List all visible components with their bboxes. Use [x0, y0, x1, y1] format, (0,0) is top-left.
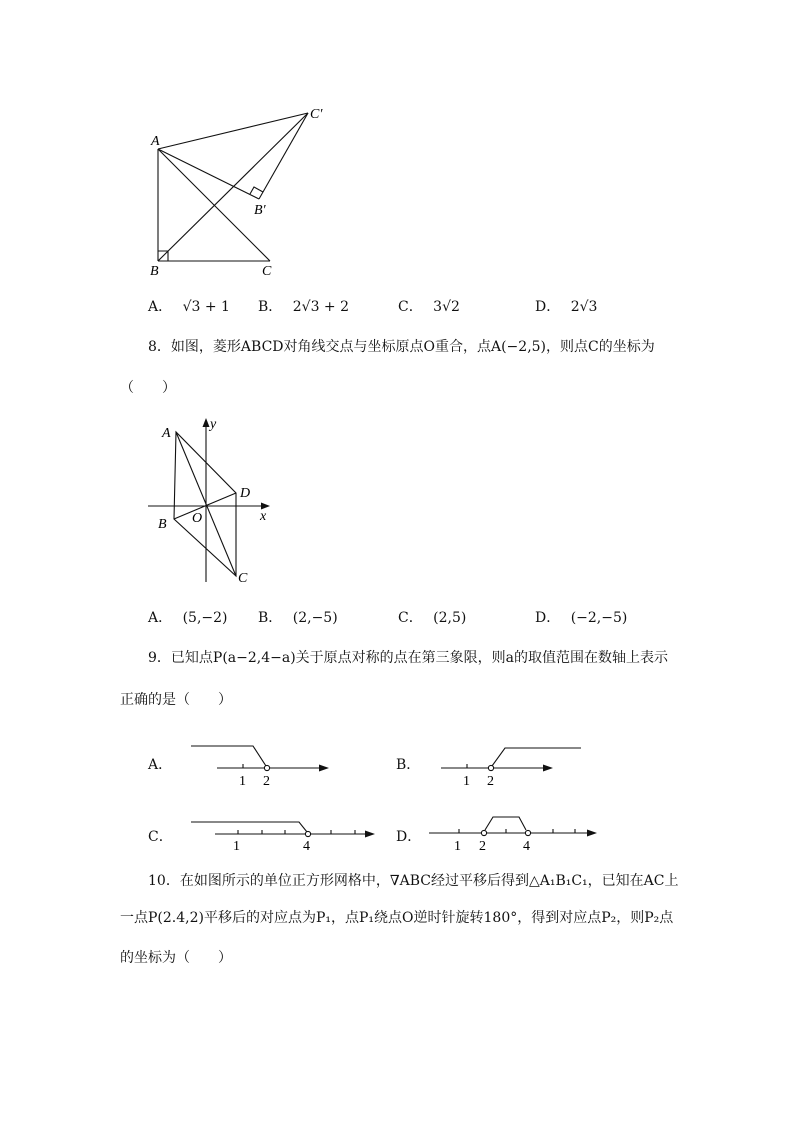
q9-a-tick-1: 1	[239, 774, 246, 789]
q7-option-c-value: 3√2	[433, 299, 460, 315]
q9-b-tick-2: 2	[487, 774, 494, 789]
q8-option-d-value: (−2,−5)	[570, 610, 628, 626]
q8-label-D: D	[240, 486, 251, 501]
q9-option-c-numberline[interactable]	[185, 812, 385, 858]
q7-option-b-value: 2√3 + 2	[292, 299, 350, 315]
q8-label-A: A	[162, 426, 171, 441]
q9-option-c-letter[interactable]: C．	[148, 829, 173, 845]
q9-question-text-2: 正确的是（ ）	[120, 692, 232, 708]
q9-d-tick-4: 4	[523, 839, 530, 854]
q9-option-b-numberline[interactable]	[435, 738, 585, 790]
q7-option-d-value: 2√3	[570, 299, 598, 315]
q10-question-text-2: 一点P(2.4,2)平移后的对应点为P₁，点P₁绕点O逆时针旋转180°，得到对应点P₂，则P₂点	[120, 910, 674, 926]
q8-label-x: x	[260, 509, 267, 524]
q7-option-d-letter: D．	[535, 299, 561, 315]
q9-option-d-numberline[interactable]	[425, 808, 605, 858]
q7-option-b[interactable]	[258, 296, 349, 316]
q7-label-C: C	[262, 264, 272, 279]
q9-d-tick-1: 1	[454, 839, 461, 854]
q9-c-tick-4: 4	[303, 839, 310, 854]
q8-question-text: 8．如图，菱形ABCD对角线交点与坐标原点O重合，点A(−2,5)，则点C的坐标为	[148, 339, 655, 355]
q8-option-b[interactable]	[258, 607, 338, 627]
q7-label-C-prime: C′	[310, 107, 323, 122]
q9-b-tick-1: 1	[463, 774, 470, 789]
q8-label-y: y	[210, 417, 217, 432]
q8-option-a-value: (5,−2)	[182, 610, 228, 626]
q7-option-d[interactable]	[535, 296, 597, 316]
q7-label-B-prime: B′	[254, 203, 266, 218]
q7-label-A: A	[151, 134, 160, 149]
q8-option-d-letter: D．	[535, 610, 561, 626]
q8-option-c-letter: C．	[398, 610, 423, 626]
q9-a-tick-2: 2	[263, 774, 270, 789]
q7-option-c[interactable]	[398, 296, 460, 316]
q9-option-b-letter[interactable]: B．	[396, 757, 421, 773]
q9-option-a-numberline[interactable]	[185, 738, 335, 790]
q9-question-text: 9．已知点P(a−2,4−a)关于原点对称的点在第三象限，则a的取值范围在数轴上表示	[148, 650, 669, 666]
q9-d-tick-2: 2	[479, 839, 486, 854]
q8-option-b-letter: B．	[258, 610, 283, 626]
q9-option-a-letter[interactable]: A．	[148, 757, 173, 773]
q9-option-d-letter[interactable]: D．	[396, 829, 422, 845]
q7-option-a-value: √3 + 1	[182, 299, 230, 315]
q7-option-b-letter: B．	[258, 299, 283, 315]
q10-question-text-3: 的坐标为（ ）	[120, 950, 232, 966]
q8-label-B: B	[158, 517, 167, 532]
q7-option-a[interactable]	[148, 296, 230, 316]
q8-option-a[interactable]	[148, 607, 228, 627]
q7-option-a-letter: A．	[148, 299, 173, 315]
q8-answer-bracket: （ ）	[120, 380, 176, 396]
q9-c-tick-1: 1	[233, 839, 240, 854]
q7-option-c-letter: C．	[398, 299, 423, 315]
q8-option-b-value: (2,−5)	[292, 610, 338, 626]
q8-label-O: O	[192, 511, 203, 526]
q8-option-c[interactable]	[398, 607, 466, 627]
q8-option-a-letter: A．	[148, 610, 173, 626]
q8-figure	[140, 410, 280, 590]
q7-figure	[140, 100, 340, 280]
q8-option-d[interactable]	[535, 607, 627, 627]
q8-option-c-value: (2,5)	[433, 610, 467, 626]
q10-question-text: 10．在如图所示的单位正方形网格中，∇ABC经过平移后得到△A₁B₁C₁，已知在AC上	[148, 873, 679, 889]
q8-label-C: C	[238, 571, 248, 586]
q7-label-B: B	[150, 264, 159, 279]
